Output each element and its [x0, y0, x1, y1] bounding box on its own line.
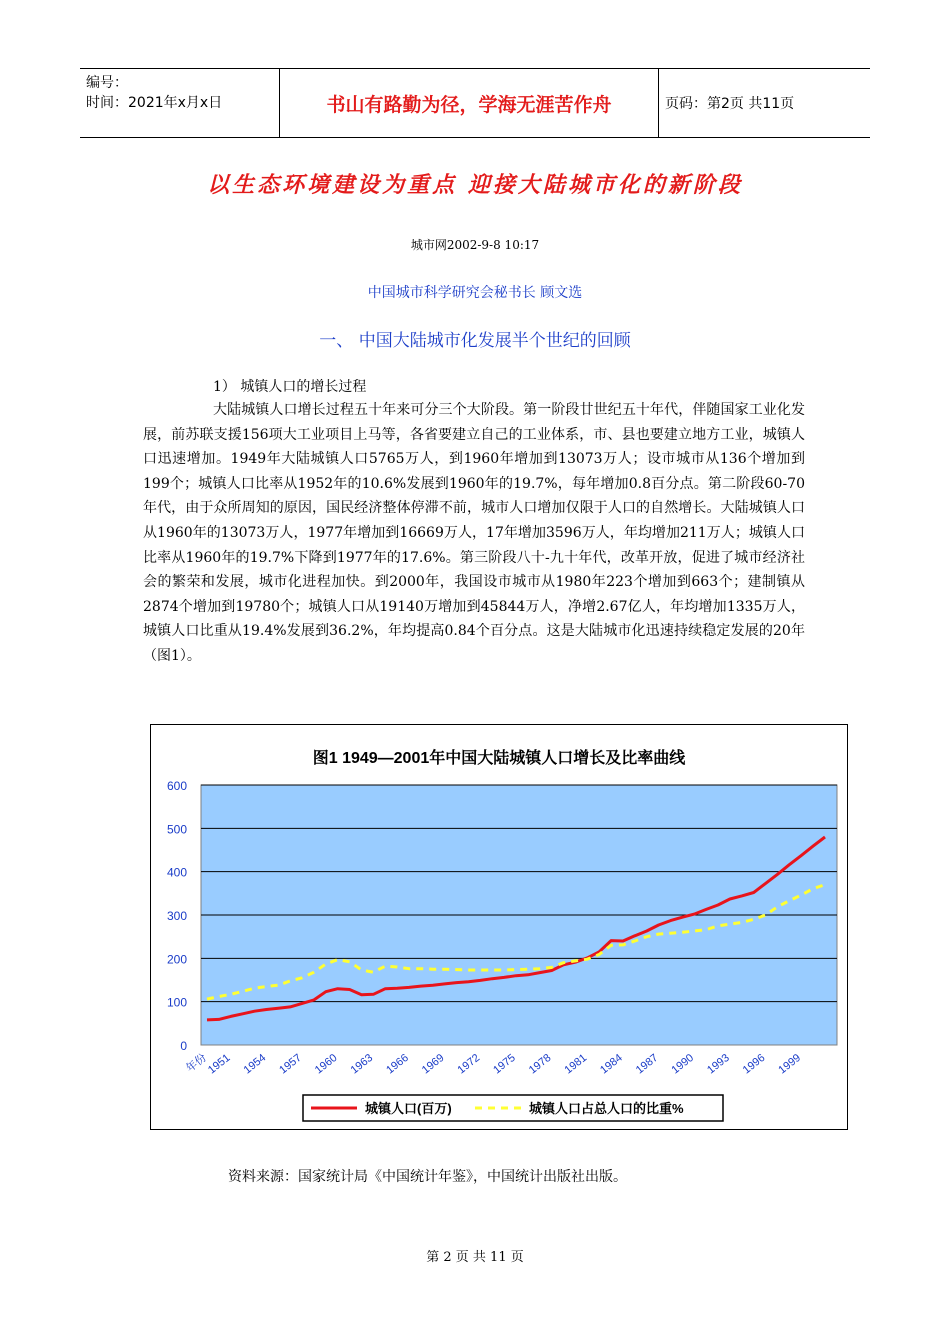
x-tick-label: 1972 — [455, 1051, 483, 1077]
x-tick-label: 1963 — [348, 1051, 376, 1077]
page-info: 页码：第2页 共11页 — [665, 96, 795, 112]
x-tick-label: 1966 — [384, 1051, 411, 1077]
header-table — [80, 68, 870, 138]
header-info-cell — [80, 69, 280, 137]
x-tick-label: 1984 — [598, 1051, 625, 1077]
chart-title: 图1 1949—2001年中国大陆城镇人口增长及比率曲线 — [312, 750, 686, 767]
chart-figure — [150, 724, 848, 1130]
x-tick-label: 1969 — [419, 1051, 447, 1077]
chart-svg — [151, 725, 847, 1129]
body-paragraph: 大陆城镇人口增长过程五十年来可分三个大阶段。第一阶段廿世纪五十年代，伴随国家工业化发展，前苏联支援156项大工业项目上马等，各省要建立自己的工业体系，市、县也要建立地方工业，城镇人口迅速增加。1949年大陆城镇人口5765万人，到1960年增加到13073万人；设市城市从136个增加到199个；城镇人口比率从1952年的10.6%发展到1960年的19.7%，每年增加0.8百分点。第二阶段60-70年代，由于众所周知的原因，国民经济整体停滞不前，城市人口增加仅限于人口的自然增长。大陆城镇人口从1960年的13073万人，1977年增加到16669万人，17年增加3596万人，年均增加211万人；城镇人口比率从1960年的19.7%下降到1977年的17.6%。第三阶段八十-九十年代，改革开放，促进了城市经济社会的繁荣和发展，城市化进程加快。到2000年，我国设市城市从1980年223个增加到663个；建制镇从2874个增加到19780个；城镇人口从19140万增加到45844万人，净增2.67亿人，年均增加1335万人，城镇人口比重从19.4%发展到36.2%，年均提高0.84个百分点。这是大陆城市化迅速持续稳定发展的20年（图1）。 — [143, 402, 805, 664]
time-label: 时间：2021年x月x日 — [86, 95, 223, 111]
x-tick-label: 1999 — [776, 1051, 804, 1077]
number-label: 编号： — [86, 75, 128, 91]
x-tick-label: 年份 — [184, 1051, 209, 1075]
y-tick-label: 100 — [166, 995, 187, 1010]
x-tick-label: 1957 — [277, 1051, 304, 1077]
x-tick-label: 1975 — [491, 1051, 518, 1077]
y-tick-label: 400 — [166, 865, 187, 880]
source-note: 资料来源：国家统计局《中国统计年鉴》，中国统计出版社出版。 — [228, 1169, 627, 1185]
x-tick-label: 1951 — [205, 1051, 233, 1077]
y-tick-label: 600 — [166, 779, 187, 793]
x-tick-label: 1981 — [562, 1051, 590, 1077]
x-tick-label: 1987 — [633, 1051, 661, 1077]
x-tick-label: 1960 — [312, 1051, 340, 1077]
article-author: 中国城市科学研究会秘书长 顾文选 — [367, 285, 583, 301]
slogan: 书山有路勤为径，学海无涯苦作舟 — [280, 69, 659, 137]
y-tick-label: 500 — [166, 822, 187, 837]
y-tick-label: 0 — [180, 1039, 187, 1053]
footer-page-number: 第 2 页 共 11 页 — [426, 1250, 524, 1265]
legend-label: 城镇人口占总人口的比重% — [529, 1101, 684, 1116]
x-tick-label: 1978 — [526, 1051, 554, 1077]
y-tick-label: 200 — [166, 952, 187, 967]
section-heading: 一、 中国大陆城市化发展半个世纪的回顾 — [319, 331, 631, 351]
article-meta: 城市网2002-9-8 10:17 — [410, 238, 540, 252]
subheading: 1） 城镇人口的增长过程 — [213, 379, 367, 395]
x-tick-label: 1993 — [705, 1051, 732, 1077]
article-title: 以生态环境建设为重点 迎接大陆城市化的新阶段 — [207, 172, 743, 198]
x-tick-label: 1996 — [740, 1051, 768, 1077]
y-tick-label: 300 — [166, 909, 187, 923]
x-tick-label: 1990 — [669, 1051, 697, 1077]
legend-label: 城镇人口(百万) — [365, 1101, 452, 1116]
x-tick-label: 1954 — [241, 1051, 269, 1077]
